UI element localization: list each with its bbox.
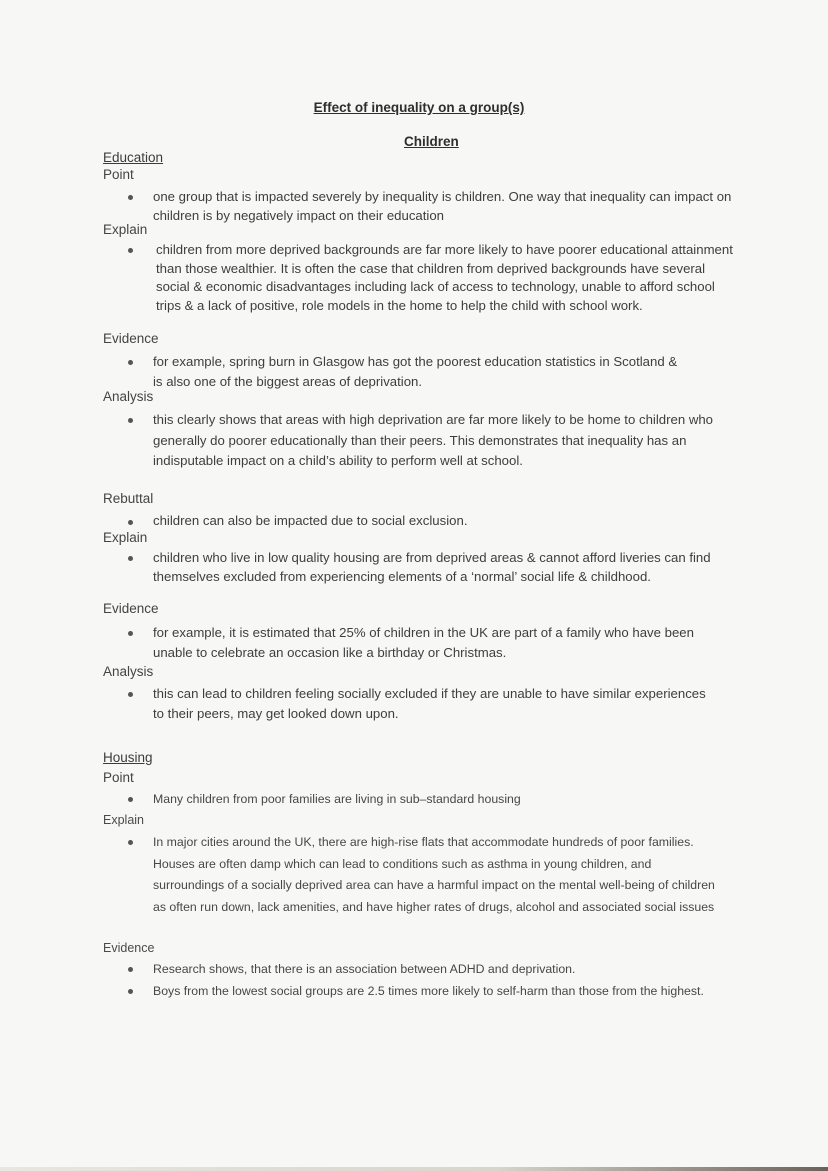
label-evidence: Evidence: [103, 331, 159, 346]
label-analysis: Analysis: [103, 664, 154, 679]
bullet-text: children from more deprived backgrounds are far more likely to have poorer educational attainment than those wealthier. It is often the case that children from deprived backgrounds have several social & economic disadvantages including lack of access to technology, unable to afford school trips & a lack of positive, role models in the home to help the child with school work.: [156, 242, 733, 313]
bullet-icon: [128, 989, 133, 994]
label-rebuttal: Rebuttal: [103, 491, 154, 506]
label-explain: Explain: [103, 530, 148, 545]
bullet-text: children can also be impacted due to social exclusion.: [153, 513, 468, 528]
group-title: Children: [404, 134, 459, 149]
bullet-icon: [128, 556, 133, 561]
bullet-icon: [128, 692, 133, 697]
bullet-text: for example, it is estimated that 25% of children in the UK are part of a family who have been unable to celebrate an occasion like a birthday or Christmas.: [153, 625, 694, 660]
page-bottom-edge: [0, 1167, 828, 1171]
section-heading-housing: Housing: [103, 750, 153, 765]
label-explain: Explain: [103, 222, 148, 237]
label-evidence: Evidence: [103, 601, 159, 616]
bullet-icon: [128, 631, 133, 636]
bullet-icon: [128, 248, 133, 253]
label-point: Point: [103, 167, 134, 182]
bullet-icon: [128, 418, 133, 423]
bullet-text: one group that is impacted severely by inequality is children. One way that inequality can impact on children is by negatively impact on their education: [153, 189, 732, 223]
bullet-icon: [128, 360, 133, 365]
label-explain: Explain: [103, 813, 144, 827]
bullet-text: this clearly shows that areas with high deprivation are far more likely to be home to children who generally do poorer educationally than their peers. This demonstrates that inequality has an indisputable impact on a child’s ability to perform well at school.: [153, 412, 714, 468]
bullet-text: for example, spring burn in Glasgow has got the poorest education statistics in Scotland & is also one of the biggest areas of deprivation.: [153, 354, 678, 389]
bullet-icon: [128, 195, 133, 200]
bullet-text: Boys from the lowest social groups are 2.5 times more likely to self-harm than those from the highest.: [153, 984, 704, 998]
document-title: Effect of inequality on a group(s): [313, 100, 525, 115]
label-analysis: Analysis: [103, 389, 154, 404]
bullet-text: Many children from poor families are living in sub–standard housing: [153, 792, 521, 806]
label-evidence: Evidence: [103, 941, 155, 955]
bullet-icon: [128, 967, 133, 972]
bullet-icon: [128, 520, 133, 525]
bullet-icon: [128, 797, 133, 802]
bullet-text: Research shows, that there is an association between ADHD and deprivation.: [153, 962, 576, 976]
bullet-text: this can lead to children feeling socially excluded if they are unable to have similar experiences to their peers, may get looked down upon.: [153, 686, 706, 721]
bullet-text: In major cities around the UK, there are high-rise flats that accommodate hundreds of poor families. Houses are often damp which can lead to conditions such as asthma in young children, and surroundings of a socially deprived area can have a harmful impact on the mental well-being of children as often run down, lack amenities, and have higher rates of drugs, alcohol and associated social issues: [153, 835, 715, 914]
label-point: Point: [103, 770, 134, 785]
bullet-text: children who live in low quality housing are from deprived areas & cannot afford liveries can find themselves excluded from experiencing elements of a ‘normal’ social life & childhood.: [153, 550, 711, 584]
section-heading-education: Education: [103, 150, 164, 165]
bullet-icon: [128, 840, 133, 845]
